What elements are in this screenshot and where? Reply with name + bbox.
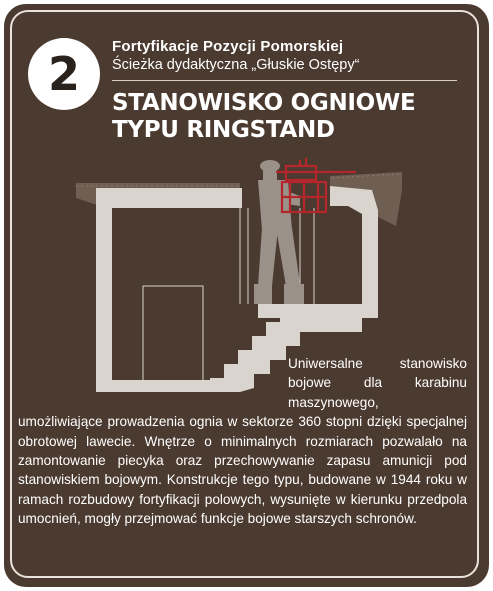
- title-line-1: STANOWISKO OGNIOWE: [112, 90, 416, 116]
- title-line-2: TYPU RINGSTAND: [112, 117, 335, 143]
- description-text: [18, 354, 467, 529]
- text-wrap-spacer: [18, 354, 288, 412]
- badge-number: 2: [47, 47, 80, 101]
- header-line-2: Ścieżka dydaktyczna „Głuskie Ostępy“: [112, 57, 360, 73]
- description-body: Uniwersalne stanowisko bojowe dla karabinu maszynowego, umożliwiające prowadzenia ognia w sektorze 360 stopni dzięki specjalnej obrotowej lawecie. Wnętrze o minimalnych rozmiarach pozwalało na zamontowanie piecyka oraz przechowywanie zapasu amunicji pod stanowiskiem bojowym. Konstrukcje tego typu, budowane w 1944 roku w ramach rozbudowy fortyfikacji polowych, wysunięte w kierunku przedpola umocnień, mogły przejmować funkcje bojowe starszych schronów.: [18, 356, 467, 527]
- header-line-1: Fortyfikacje Pozycji Pomorskiej: [112, 38, 344, 55]
